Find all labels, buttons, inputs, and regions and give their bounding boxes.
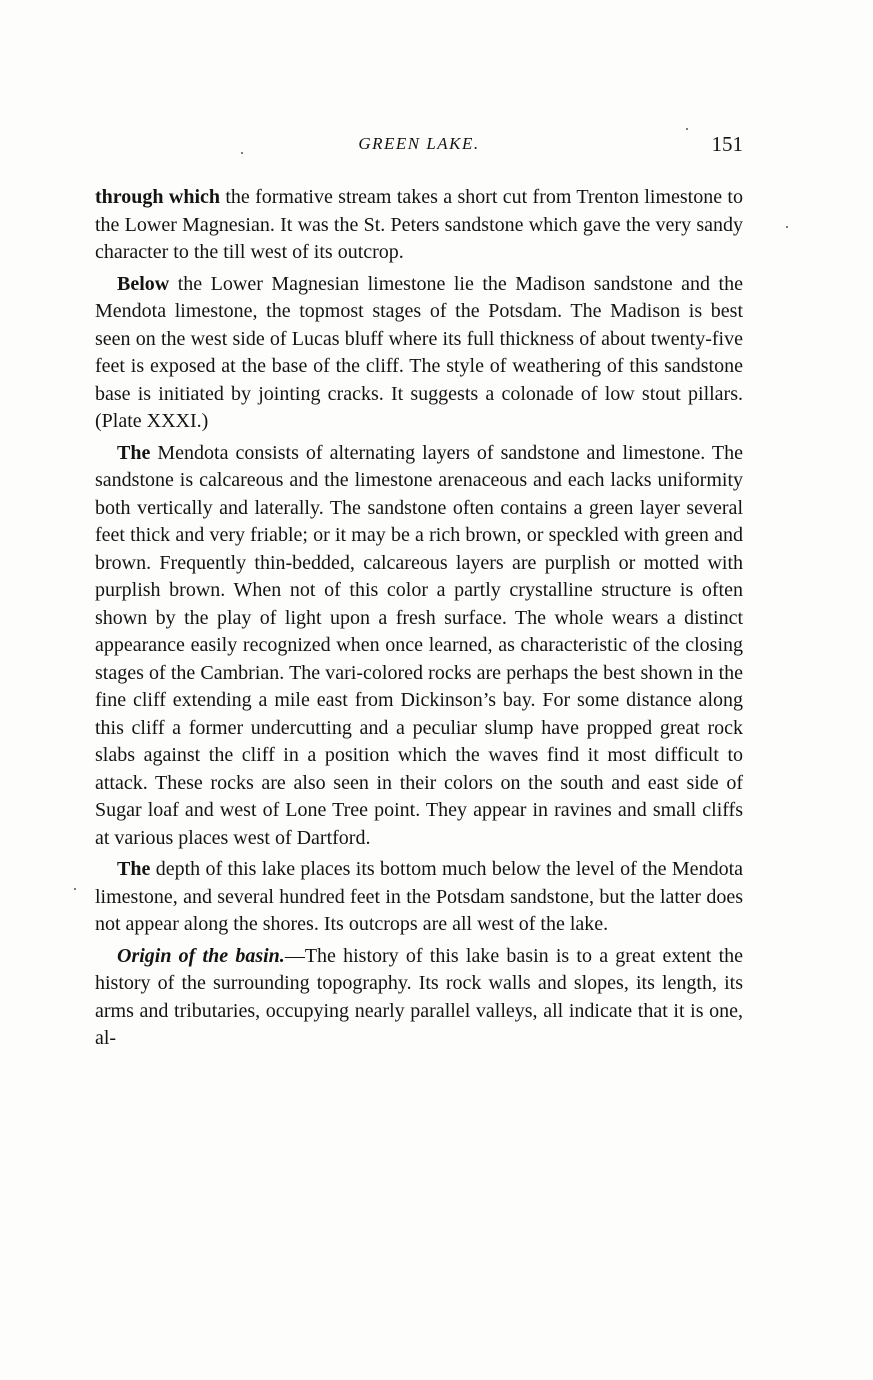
page-number: 151 [711,132,743,156]
paragraph-4 [95,856,743,939]
paragraph-1 [95,184,743,267]
section-text: —The history of this lake basin is to a great extent the history of the surrounding topography. Its rock walls and slopes, its length, its arms and tributaries, occupying nearly parallel valleys, all indicate that it is one, al- [95,944,743,1049]
paragraph-lead: The [117,858,151,880]
print-speck [686,128,688,130]
paragraph-3 [95,440,743,853]
paragraph-text: the Lower Magnesian limestone lie the Madison sandstone and the Mendota limestone, the topmost stages of the Potsdam. The Madison is best seen on the west side of Lucas bluff where its full thickness of about twenty-five feet is exposed at the base of the cliff. The style of weathering of this sandstone base is initiated by jointing cracks. It suggests a colonade of low stout pillars. (Plate XXXI.) [95,272,743,432]
section-heading: Origin of the basin. [117,944,285,967]
running-title: GREEN LAKE. [358,134,480,153]
paragraph-lead: The [117,441,151,464]
paragraph-origin [95,943,743,1053]
paragraph-text: depth of this lake places its bottom much below the level of the Mendota limestone, and several hundred feet in the Potsdam sandstone, but the latter does not appear along the shores. Its outcrops are all west of the lake. [95,858,743,935]
paragraph-2 [95,271,743,436]
paragraph-lead: through which [95,186,220,208]
paragraph-text: the formative stream takes a short cut from Trenton limestone to the Lower Magnesian. It was the St. Peters sandstone which gave the very sandy character to the till west of its outcrop. [95,186,743,263]
print-speck [74,888,76,890]
body-text [95,184,743,1057]
print-speck [786,226,788,228]
paragraph-lead: Below [117,272,170,295]
running-head [95,132,743,162]
paragraph-text: Mendota consists of alternating layers of sandstone and limestone. The sandstone is calcareous and the limestone arenaceous and each lacks uniformity both vertically and laterally. The sandstone often contains a green layer several feet thick and very friable; or it may be a rich brown, or speckled with green and brown. Frequently thin-bedded, calcareous layers are purplish or motted with purplish brown. When not of this color a partly crystalline structure is often shown by the play of light upon a fresh surface. The whole wears a distinct appearance easily recognized when once learned, as characteristic of the closing stages of the Cambrian. The vari-colored rocks are perhaps the best shown in the fine cliff extending a mile east from Dickinson’s bay. For some distance along this cliff a former undercutting and a peculiar slump have propped great rock slabs against the cliff in a position which the waves find it most difficult to attack. These rocks are also seen in their colors on the south and east side of Sugar loaf and west of Lone Tree point. They appear in ravines and small cliffs at various places west of Dartford. [95,441,743,849]
